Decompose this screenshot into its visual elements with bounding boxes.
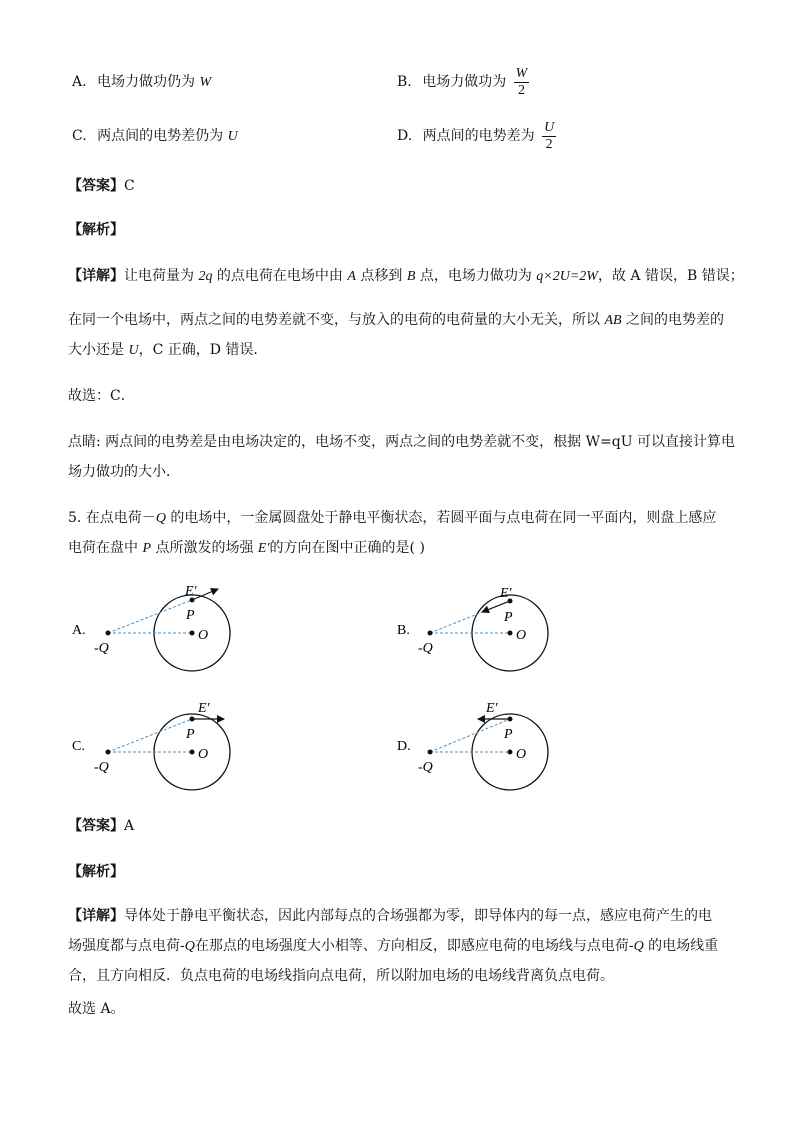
charge-dot (106, 750, 111, 755)
option-d-fraction (542, 120, 556, 153)
q5-detail-text: 场强度都与点电荷- (68, 938, 185, 954)
center-dot (190, 631, 195, 636)
center-dot (190, 750, 195, 755)
figure-c-p: P (186, 727, 195, 742)
q5-detail-tag: 【详解】 (68, 908, 124, 924)
q5-stem-line-1 (68, 508, 716, 529)
q5-detail-text: 的电场线重 (643, 938, 719, 954)
figure-a-q: -Q (94, 641, 109, 656)
point-p: P (142, 541, 152, 556)
q4-detail-text: 在同一个电场中，两点之间的电势差就不变，与放入的电荷的电荷量的大小无关，所以 (68, 312, 605, 328)
figure-c-q: -Q (94, 760, 109, 775)
figure-options (0, 578, 794, 818)
option-a-text: 电场力做功仍为 (97, 74, 196, 90)
segment-ab: AB (604, 313, 622, 328)
q5-detail-line-1 (68, 906, 712, 926)
dashed-line-to-p (108, 719, 192, 752)
q5-stem-text: 点所激发的场强 (151, 540, 258, 556)
figure-c (72, 701, 230, 790)
figure-c-label: C. (72, 739, 85, 754)
charge-q: Q (155, 511, 166, 526)
charge-dot (428, 631, 433, 636)
q5-answer-value: A (124, 818, 135, 834)
option-b (397, 64, 529, 100)
q4-detail-text: ，故 A 错误，B 错误； (597, 268, 744, 284)
figure-a-p: P (186, 608, 195, 623)
q5-stem-text: 电荷在盘中 (68, 540, 143, 556)
point-b: B (406, 269, 416, 284)
figure-a-e: E′ (185, 584, 197, 599)
q4-conclusion: 故选：C． (68, 388, 135, 404)
option-a (72, 72, 211, 93)
q4-detail-text: 点移到 (355, 268, 407, 284)
option-a-var: W (199, 75, 212, 90)
q5-detail-line-3: 合，且方向相反．负点电荷的电场线指向点电荷，所以附加电场的电场线背离负点电荷。 (68, 968, 614, 984)
charge-q: Q (633, 939, 644, 954)
q4-detail-text: 点，电场力做功为 (415, 268, 537, 284)
option-a-label: A. (72, 74, 87, 90)
center-dot (508, 750, 513, 755)
charge-dot (106, 631, 111, 636)
q5-conclusion: 故选 A。 (68, 1001, 125, 1017)
q4-detail-tag: 【详解】 (68, 268, 124, 284)
q4-detail-text: ，C 正确，D 错误． (138, 342, 268, 358)
option-d (397, 118, 556, 154)
q5-analysis-heading (68, 862, 124, 882)
q4-answer (68, 176, 135, 196)
option-d-numerator: U (544, 119, 555, 135)
q5-detail-line-2 (68, 936, 718, 957)
figure-d-o: O (516, 747, 527, 762)
point-a: A (347, 269, 356, 284)
figure-d-p: P (504, 727, 513, 742)
q4-tip-line-2: 场力做功的大小． (68, 464, 180, 480)
charge-q: Q (184, 939, 195, 954)
figure-a-o: O (198, 628, 209, 643)
dashed-line-to-p (108, 600, 192, 633)
q4-detail-text: 之间的电势差的 (621, 312, 725, 328)
q5-stem-line-2 (68, 538, 425, 559)
figure-a (72, 584, 230, 671)
figure-b-o: O (516, 628, 527, 643)
option-d-text: 两点间的电势差为 (422, 128, 535, 144)
q5-answer-tag: 【答案】 (68, 818, 124, 834)
q5-stem-text: 的方向在图中正确的是( ) (269, 540, 425, 556)
figure-b (397, 586, 548, 671)
field-e: E′ (257, 541, 270, 556)
figure-b-p: P (504, 610, 513, 625)
q5-analysis-tag: 【解析】 (68, 864, 124, 880)
figure-d (397, 701, 548, 790)
q5-stem-text: 5. 在点电荷－ (68, 510, 156, 526)
q4-tip-line-1: 点睛: 两点间的电势差是由电场决定的，电场不变，两点之间的电势差就不变，根据 W=qU 可以直接计算电 (68, 434, 735, 450)
q5-stem-text: 的电场中，一金属圆盘处于静电平衡状态，若圆平面与点电荷在同一平面内，则盘上感应 (165, 510, 717, 526)
dashed-line-to-p (430, 719, 510, 752)
figure-c-o: O (198, 747, 209, 762)
option-d-denominator: 2 (545, 136, 553, 152)
q4-detail-text: 大小还是 (68, 342, 129, 358)
q4-detail-line-1 (68, 266, 744, 287)
q4-detail-line-2 (68, 310, 724, 331)
figure-d-label: D. (397, 739, 411, 754)
figure-b-e: E′ (500, 586, 512, 601)
option-c-text: 两点间的电势差仍为 (97, 128, 224, 144)
option-c-var: U (227, 129, 238, 144)
q5-answer (68, 816, 134, 836)
q4-detail-charge: 2q (198, 269, 213, 284)
option-b-fraction (514, 66, 530, 99)
voltage-u: U (128, 343, 139, 358)
figure-a-label: A. (72, 623, 86, 638)
option-b-denominator: 2 (517, 82, 525, 98)
q4-analysis-tag: 【解析】 (68, 222, 124, 238)
q4-answer-value: C (124, 178, 135, 194)
figure-d-e: E′ (486, 701, 498, 716)
option-c (72, 126, 238, 147)
q4-analysis-heading (68, 220, 124, 240)
q4-detail-text: 让电荷量为 (124, 268, 199, 284)
q4-answer-tag: 【答案】 (68, 178, 124, 194)
center-dot (508, 631, 513, 636)
q4-detail-text: 的点电荷在电场中由 (212, 268, 348, 284)
figure-d-q: -Q (418, 760, 433, 775)
work-expression: q×2U=2W (536, 269, 598, 284)
q4-detail-line-3 (68, 340, 267, 361)
figure-b-label: B. (397, 623, 410, 638)
option-b-numerator: W (515, 65, 528, 81)
option-c-label: C. (72, 128, 87, 144)
option-b-text: 电场力做功为 (422, 74, 507, 90)
q5-detail-text: 在那点的电场强度大小相等、方向相反，即感应电荷的电场线与点电荷- (194, 938, 634, 954)
option-d-label: D. (397, 128, 413, 144)
q5-detail-text: 导体处于静电平衡状态，因此内部每点的合场强都为零，即导体内的每一点，感应电荷产生的电 (124, 908, 712, 924)
option-b-label: B. (397, 74, 412, 90)
figure-b-q: -Q (418, 641, 433, 656)
charge-dot (428, 750, 433, 755)
figure-c-e: E′ (198, 701, 210, 716)
